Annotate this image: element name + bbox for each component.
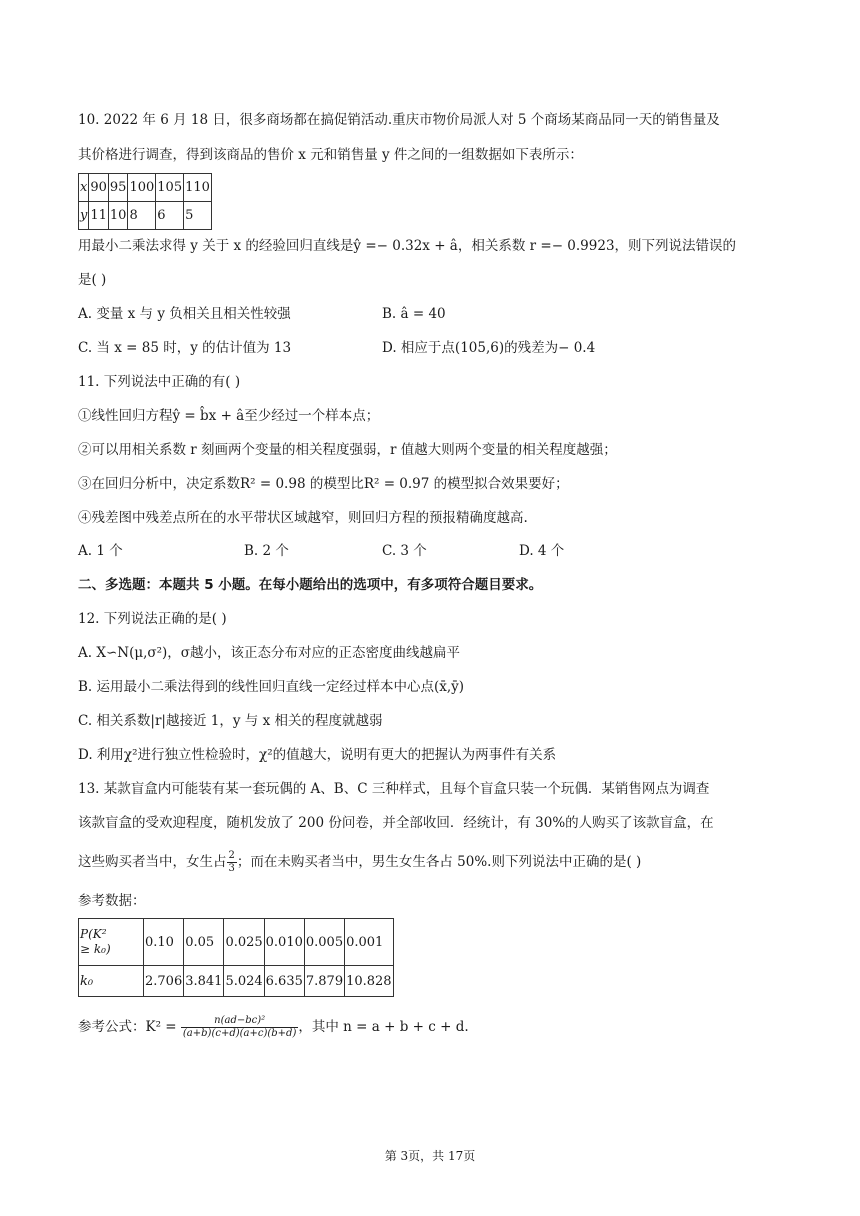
formula-label: 参考公式：K² =: [78, 1019, 177, 1035]
q12-option-a: A. X∽N(μ,σ²)，σ越小，该正态分布对应的正态密度曲线越扁平: [78, 645, 461, 661]
table-cell: 6: [156, 202, 184, 230]
q13-line1: 13. 某款盲盒内可能装有某一套玩偶的 A、B、C 三种样式，且每个盲盒只装一个玩偶．某销售网点为调查: [78, 781, 710, 797]
reference-table: [78, 918, 394, 997]
table-cell: 3.841: [184, 966, 224, 997]
q13-line2: 该款盲盒的受欢迎程度，随机发放了 200 份问卷，并全部收回．经统计，有 30%的人购买了该款盲盒，在: [78, 815, 714, 831]
table-row: [79, 174, 212, 202]
fraction-denominator: 3: [228, 863, 235, 874]
table-cell: 0.005: [304, 919, 344, 966]
table-cell: 0.010: [264, 919, 304, 966]
q13-line3-start: 这些购买者当中，女生占: [78, 854, 227, 870]
table-cell: 100: [128, 174, 156, 202]
q12-option-b: B. 运用最小二乘法得到的线性回归直线一定经过样本中心点(x̄,ȳ): [78, 679, 465, 695]
page-footer: 第 3页，共 17页: [384, 1149, 476, 1163]
table-cell: x: [79, 174, 89, 202]
table-cell: 110: [184, 174, 212, 202]
table-cell: 90: [89, 174, 109, 202]
q11-option-a: A. 1 个: [78, 543, 123, 559]
fraction-two-thirds: [227, 850, 237, 875]
table-cell: 6.635: [264, 966, 304, 997]
formula-fraction: [181, 1015, 298, 1040]
table-cell: 105: [156, 174, 184, 202]
table-cell: 0.001: [345, 919, 394, 966]
formula-tail: ，其中 n = a + b + c + d.: [298, 1019, 469, 1035]
q11-statement-1: ①线性回归方程ŷ = b̂x + â至少经过一个样本点；: [78, 408, 380, 424]
table-cell: 8: [128, 202, 156, 230]
formula-numerator: n(ad−bc)²: [181, 1015, 298, 1028]
reference-formula: [78, 1015, 800, 1040]
table-cell: 0.05: [184, 919, 224, 966]
table-cell: 5.024: [224, 966, 264, 997]
q10-line4: 是( ): [78, 272, 107, 288]
q10-line1: 10. 2022 年 6 月 18 日，很多商场都在搞促销活动.重庆市物价局派人对 5 个商场某商品同一天的销售量及: [78, 112, 720, 128]
table-cell: 2.706: [144, 966, 184, 997]
reference-data-label: 参考数据：: [78, 893, 146, 909]
q11-statement-3: ③在回归分析中，决定系数R² = 0.98 的模型比R² = 0.97 的模型拟合效果要好；: [78, 476, 569, 492]
q10-line2: 其价格进行调查，得到该商品的售价 x 元和销售量 y 件之间的一组数据如下表所示：: [78, 147, 583, 163]
table-cell: 5: [184, 202, 212, 230]
formula-denominator: (a+b)(c+d)(a+c)(b+d): [182, 1028, 297, 1039]
q12-option-c: C. 相关系数|r|越接近 1，y 与 x 相关的程度就越弱: [78, 713, 383, 729]
q13-line3-end: ；而在未购买者当中，男生女生各占 50%.则下列说法中正确的是( ): [236, 854, 642, 870]
table-row: [79, 919, 394, 966]
q11-statement-4: ④残差图中残差点所在的水平带状区域越窄，则回归方程的预报精确度越高.: [78, 510, 528, 526]
table-cell: 95: [108, 174, 128, 202]
fraction-numerator: 2: [228, 850, 235, 861]
table-cell: 0.025: [224, 919, 264, 966]
q10-line3: 用最小二乘法求得 y 关于 x 的经验回归直线是ŷ =− 0.32x + â，相关系数 r =− 0.9923，则下列说法错误的: [78, 238, 737, 254]
q11-statement-2: ②可以用相关系数 r 刻画两个变量的相关程度强弱，r 值越大则两个变量的相关程度越强；: [78, 442, 617, 458]
q10-option-b: B. â = 40: [382, 306, 446, 322]
q10-option-c: C. 当 x = 85 时，y 的估计值为 13: [78, 340, 292, 356]
q11-stem: 11. 下列说法中正确的有( ): [78, 374, 241, 390]
table-cell: 0.10: [144, 919, 184, 966]
table-cell: 7.879: [304, 966, 344, 997]
q10-data-table: [78, 173, 212, 230]
q11-option-b: B. 2 个: [244, 543, 289, 559]
table-row: [79, 966, 394, 997]
q10-option-d: D. 相应于点(105,6)的残差为− 0.4: [382, 340, 596, 356]
q13-line3: [78, 850, 800, 875]
table-row: [79, 202, 212, 230]
table-cell: P(K² ≥ k₀): [79, 919, 144, 966]
table-cell: 10.828: [345, 966, 394, 997]
q11-option-c: C. 3 个: [382, 543, 427, 559]
q12-stem: 12. 下列说法正确的是( ): [78, 611, 227, 627]
section-heading: 二、多选题：本题共 5 小题。在每小题给出的选项中，有多项符合题目要求。: [78, 577, 543, 593]
q12-option-d: D. 利用χ²进行独立性检验时，χ²的值越大，说明有更大的把握认为两事件有关系: [78, 747, 557, 763]
table-cell: k₀: [79, 966, 144, 997]
q11-option-d: D. 4 个: [519, 543, 565, 559]
table-cell: 10: [108, 202, 128, 230]
q10-option-a: A. 变量 x 与 y 负相关且相关性较强: [78, 306, 291, 322]
table-cell: 11: [89, 202, 109, 230]
table-cell: y: [79, 202, 89, 230]
